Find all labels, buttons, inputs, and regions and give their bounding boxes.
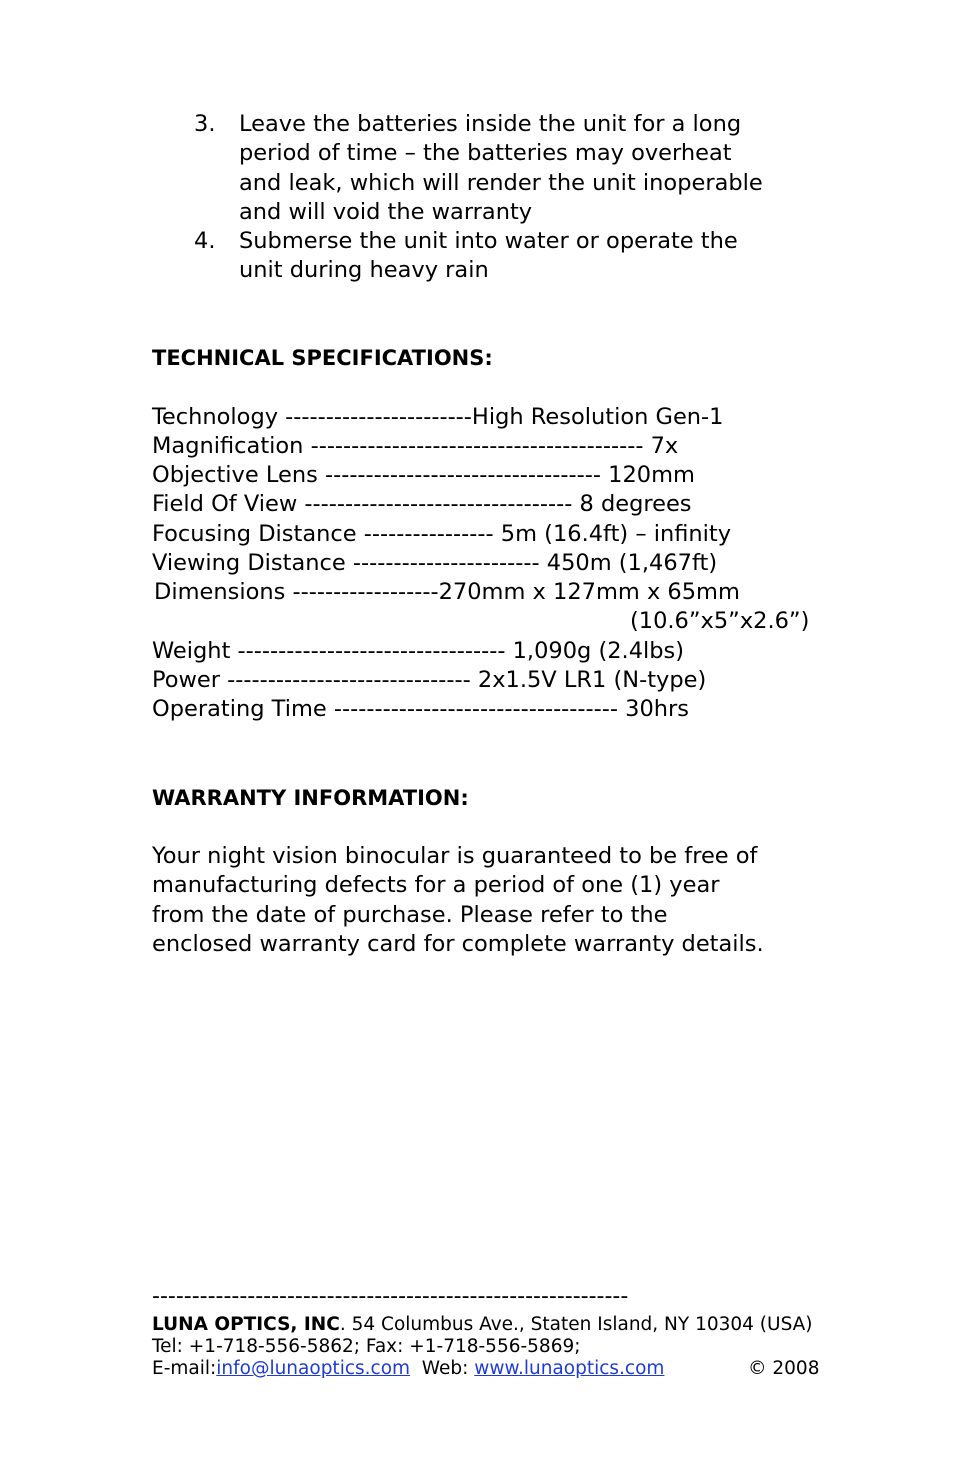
list-text-line: Leave the batteries inside the unit for a long — [239, 111, 742, 137]
footer-contact-line — [152, 1358, 664, 1380]
email-link[interactable]: info@lunaoptics.com — [216, 1358, 411, 1379]
tech-specs-heading: TECHNICAL SPECIFICATIONS: — [152, 346, 493, 370]
spec-viewing-distance: Viewing Distance ----------------------- 450m (1,467ft) — [152, 550, 718, 576]
list-text-line: period of time – the batteries may overheat — [239, 140, 732, 167]
list-text-line: and leak, which will render the unit inoperable — [239, 169, 763, 196]
spec-power: Power ------------------------------ 2x1.5V LR1 (N-type) — [152, 667, 707, 693]
company-address: . 54 Columbus Ave., Staten Island, NY 10304 (USA) — [339, 1314, 813, 1335]
spec-magnification: Magnification ----------------------------------------- 7x — [152, 433, 679, 459]
precautions-list — [194, 110, 834, 286]
spec-technology: Technology -----------------------High Resolution Gen-1 — [152, 404, 724, 430]
list-number: 4. — [194, 228, 216, 255]
list-text-line: Submerse the unit into water or operate the — [239, 228, 738, 255]
spec-dimensions: Dimensions ------------------270mm x 127mm x 65mm — [154, 579, 740, 605]
spec-focusing-distance: Focusing Distance ---------------- 5m (16.4ft) – infinity — [152, 521, 732, 547]
list-number: 3. — [194, 111, 216, 137]
warranty-heading: WARRANTY INFORMATION: — [152, 786, 469, 810]
list-item — [194, 227, 834, 286]
footer-divider: ------------------------------------------------------------ — [152, 1284, 629, 1309]
spec-operating-time: Operating Time ----------------------------------- 30hrs — [152, 696, 690, 722]
list-text-line: and will void the warranty — [239, 198, 533, 225]
web-link[interactable]: www.lunaoptics.com — [474, 1358, 665, 1379]
web-label: Web: — [410, 1358, 475, 1379]
company-name: LUNA OPTICS, INC — [152, 1314, 340, 1335]
warranty-line: Your night vision binocular is guaranteed to be free of — [152, 843, 758, 869]
spec-field-of-view: Field Of View --------------------------------- 8 degrees — [152, 491, 692, 517]
copyright-text: © 2008 — [748, 1358, 820, 1379]
spec-weight: Weight --------------------------------- 1,090g (2.4lbs) — [152, 638, 685, 664]
footer-address-line — [152, 1314, 813, 1336]
footer-phone-line: Tel: +1-718-556-5862; Fax: +1-718-556-5869; — [152, 1336, 581, 1357]
warranty-line: manufacturing defects for a period of one (1) year — [152, 872, 720, 899]
warranty-line: enclosed warranty card for complete warranty details. — [152, 930, 764, 957]
spec-objective-lens: Objective Lens ---------------------------------- 120mm — [152, 462, 695, 488]
list-text-line: unit during heavy rain — [239, 257, 489, 284]
warranty-paragraph — [152, 842, 842, 959]
spec-dimensions-inches: (10.6”x5”x2.6”) — [630, 608, 810, 634]
email-label: E-mail: — [152, 1358, 217, 1379]
list-item — [194, 110, 834, 227]
warranty-line: from the date of purchase. Please refer to the — [152, 901, 668, 928]
